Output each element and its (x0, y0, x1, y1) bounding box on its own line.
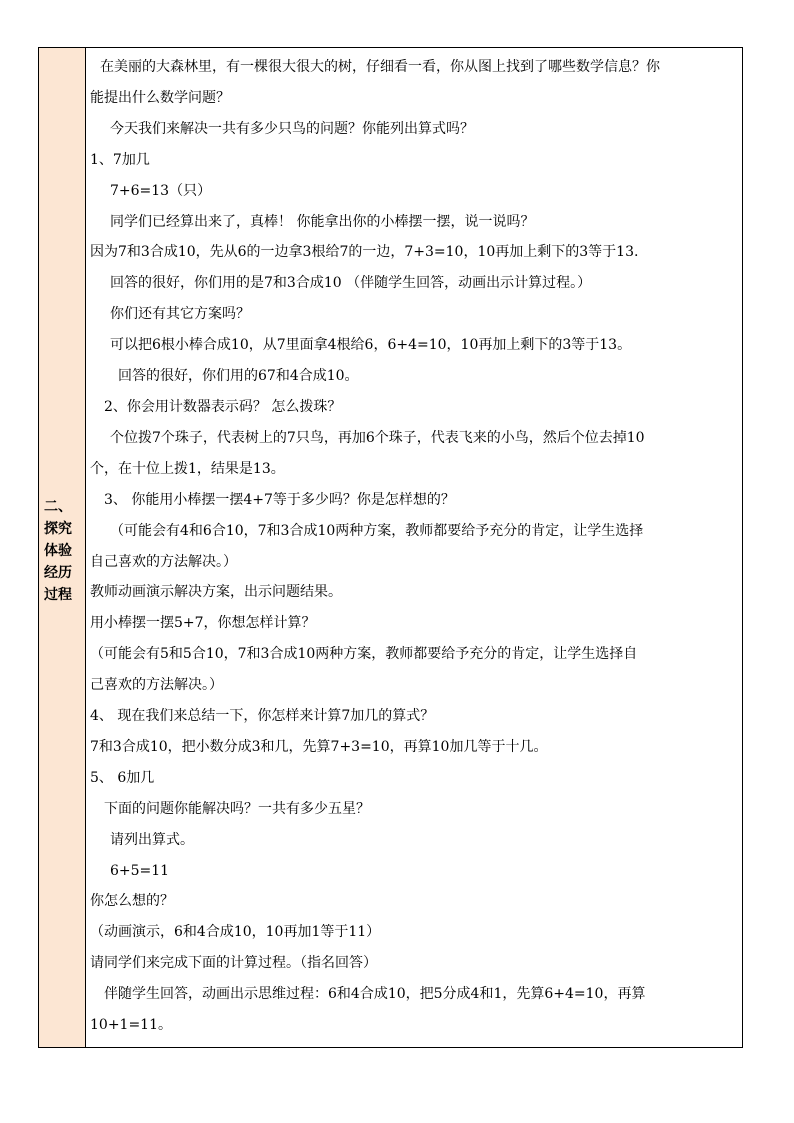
paragraph-line: 回答的很好，你们用的67和4合成10。 (118, 368, 359, 385)
paragraph-line: 下面的问题你能解决吗？一共有多少五星？ (104, 800, 370, 817)
section-heading: 3、 你能用小棒摆一摆4+7等于多少吗？你是怎样想的？ (104, 491, 455, 508)
paragraph-line: 你们还有其它方案吗？ (110, 306, 250, 323)
paragraph-line: 伴随学生回答，动画出示思维过程：6和4合成10，把5分成4和1，先算6+4=10，再算 (104, 986, 646, 1003)
paragraph-line: 个，在十位上拨1，结果是13。 (90, 460, 285, 477)
content-cell (86, 48, 742, 1047)
paragraph-line: 请列出算式。 (110, 831, 194, 848)
section-heading: 5、 6加几 (90, 769, 155, 786)
lesson-plan-table (38, 47, 743, 1048)
paragraph-line: 今天我们来解决一共有多少只鸟的问题？你能列出算式吗？ (110, 120, 474, 137)
paragraph-line: 同学们已经算出来了，真棒！ 你能拿出你的小棒摆一摆，说一说吗？ (110, 213, 535, 230)
paragraph-line: 6+5=11 (110, 862, 170, 879)
paragraph-line: 教师动画演示解决方案，出示问题结果。 (90, 584, 342, 601)
section-heading: 1、7加几 (90, 151, 150, 168)
section-heading: 2、你会用计数器表示码？ 怎么拨珠？ (104, 398, 342, 415)
paragraph-line: 请同学们来完成下面的计算过程。（指名回答） (90, 955, 377, 972)
paragraph-line: 个位拨7个珠子，代表树上的7只鸟，再加6个珠子，代表飞来的小鸟，然后个位去掉10 (110, 429, 645, 446)
paragraph-line: 能提出什么数学问题？ (90, 89, 230, 106)
paragraph-line: 己喜欢的方法解决。） (90, 677, 223, 694)
paragraph-line: （可能会有4和6合10，7和3合成10两种方案，教师都要给予充分的肯定，让学生选择 (110, 522, 644, 539)
paragraph-line: 回答的很好，你们用的是7和3合成10 （伴随学生回答，动画出示计算过程。） (110, 275, 592, 292)
paragraph-line: 自己喜欢的方法解决。） (90, 553, 237, 570)
paragraph-line: 用小棒摆一摆5+7，你想怎样计算？ (90, 615, 316, 632)
section-heading: 4、 现在我们来总结一下，你怎样来计算7加几的算式？ (90, 708, 435, 725)
paragraph-line: 在美丽的大森林里，有一棵很大很大的树，仔细看一看，你从图上找到了哪些数学信息？你 (100, 59, 660, 75)
paragraph-line: 7+6=13（只） (110, 182, 212, 199)
stage-label: 二、 探究 体验 经历 过程 (44, 499, 72, 603)
paragraph-line: 7和3合成10，把小数分成3和几，先算7+3=10，再算10加几等于十几。 (90, 738, 548, 755)
paragraph-line: （可能会有5和5合10，7和3合成10两种方案，教师都要给予充分的肯定，让学生选择自 (90, 646, 638, 663)
paragraph-line: 你怎么想的？ (90, 893, 174, 910)
stage-cell (39, 48, 86, 1047)
paragraph-line: 因为7和3合成10，先从6的一边拿3根给7的一边，7+3=10，10再加上剩下的3等于13. (90, 244, 639, 261)
paragraph-line: 可以把6根小棒合成10，从7里面拿4根给6，6+4=10，10再加上剩下的3等于13。 (110, 337, 632, 354)
paragraph-line: （动画演示，6和4合成10，10再加1等于11） (90, 924, 381, 941)
paragraph-line: 10+1=11。 (90, 1017, 172, 1034)
